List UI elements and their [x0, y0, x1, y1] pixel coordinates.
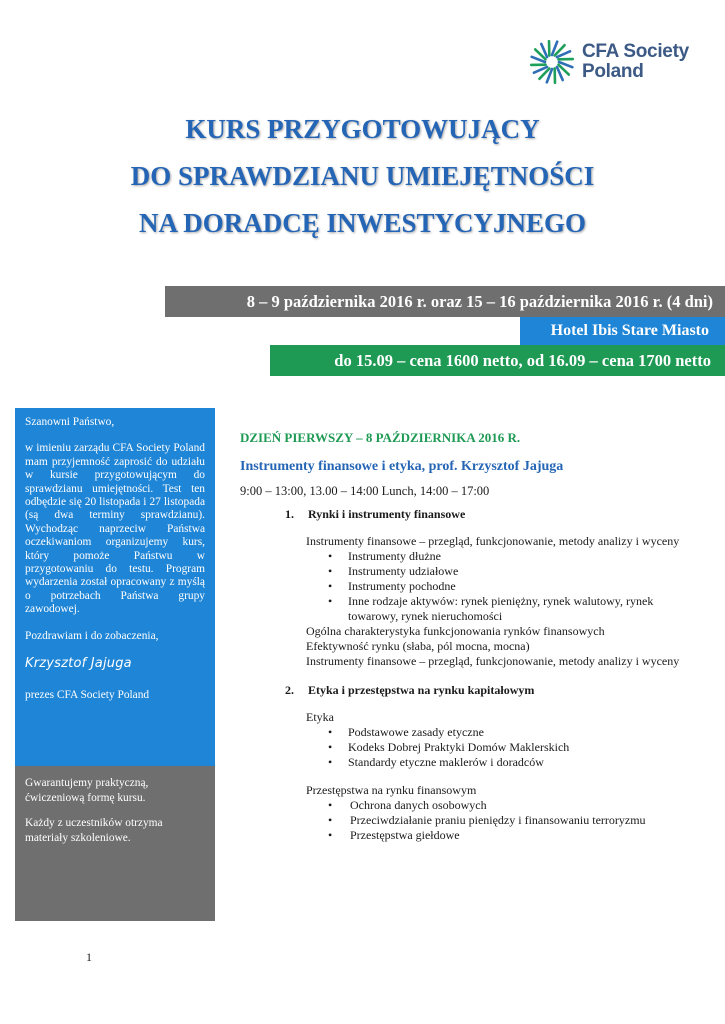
- greeting: Szanowni Państwo,: [25, 416, 115, 428]
- paragraph-line: Instrumenty finansowe – przegląd, funkcjonowanie, metody analizy i wyceny: [306, 654, 680, 668]
- paragraph-line: Ogólna charakterystyka funkcjonowania rynków finansowych: [306, 624, 605, 638]
- logo-text: [582, 42, 689, 82]
- list-item: • Instrumenty pochodne: [328, 579, 700, 594]
- day-heading: DZIEŃ PIERWSZY – 8 PAŹDZIERNIKA 2016 R.: [240, 430, 521, 445]
- list-item: • Kodeks Dobrej Praktyki Domów Maklerskich: [328, 740, 700, 755]
- schedule-time: 9:00 – 13:00, 13.00 – 14:00 Lunch, 14:00 – 17:00: [240, 484, 490, 498]
- section-intro: Instrumenty finansowe – przegląd, funkcjonowanie, metody analizy i wyceny: [306, 534, 680, 548]
- list-item: • Instrumenty dłużne: [328, 549, 700, 564]
- list-item: • Inne rodzaje aktywów: rynek pieniężny, rynek walutowy, rynek towarowy, rynek nieruchomości: [328, 594, 700, 624]
- list-item: • Instrumenty udziałowe: [328, 564, 700, 579]
- section-2-heading: [240, 683, 700, 698]
- list-item: • Podstawowe zasady etyczne: [328, 725, 700, 740]
- cfa-society-logo: [530, 40, 700, 84]
- section-number: 1.: [285, 507, 294, 521]
- venue-band: Hotel Ibis Stare Miasto: [520, 317, 725, 345]
- section-title: Etyka i przestępstwa na rynku kapitałowym: [308, 683, 535, 697]
- price-band: do 15.09 – cena 1600 netto, od 16.09 – cena 1700 netto: [270, 345, 725, 376]
- signature: Krzysztof Jajuga: [25, 656, 132, 672]
- list-item: • Przeciwdziałanie praniu pieniędzy i finansowaniu terroryzmu: [328, 813, 700, 828]
- logo-line2: Poland: [582, 61, 644, 82]
- section-number: 2.: [285, 683, 294, 697]
- course-title: [0, 106, 725, 247]
- topic-heading: Instrumenty finansowe i etyka, prof. Krzysztof Jajuga: [240, 459, 564, 474]
- list-item: • Ochrona danych osobowych: [328, 798, 700, 813]
- bullet-list: [240, 798, 700, 843]
- group-label: Przestępstwa na rynku finansowym: [306, 783, 477, 797]
- page-number: 1: [86, 950, 92, 964]
- section-1: [240, 507, 700, 669]
- section-2: [240, 683, 700, 843]
- list-item: • Standardy etyczne maklerów i doradców: [328, 755, 700, 770]
- list-item: • Przestępstwa giełdowe: [328, 828, 700, 843]
- signer-role: prezes CFA Society Poland: [25, 688, 150, 701]
- paragraph-line: Efektywność rynku (słaba, pól mocna, mocna): [306, 639, 530, 653]
- benefit-2: Każdy z uczestników otrzyma materiały szkoleniowe.: [25, 817, 163, 844]
- benefit-1: Gwarantujemy praktyczną, ćwiczeniową formę kursu.: [25, 777, 149, 804]
- bullet-list: [240, 549, 700, 624]
- section-title: Rynki i instrumenty finansowe: [308, 507, 466, 521]
- program-content: [240, 430, 700, 843]
- invitation-sidebar: [15, 408, 215, 766]
- bullet-list: [240, 725, 700, 770]
- group-label: Etyka: [306, 710, 334, 724]
- logo-line1: CFA Society: [582, 41, 689, 62]
- title-line-2: DO SPRAWDZIANU UMIEJĘTNOŚCI: [130, 161, 595, 191]
- invitation-paragraph: w imieniu zarządu CFA Society Poland mam przyjemność zaprosić do udziału w kursie przygotowującym do sprawdzianu umiejętności. Test ten odbędzie się 20 listopada i 27 listopada (są dwa terminy sprawdzianu). Wychodząc naprzeciw Państwa oczekiwaniom organizujemy kurs, który pomoże Państwu w przygotowaniu do testu. Program wydarzenia został opracowany z myślą o potrzebach Państwa grupy zawodowej.: [25, 442, 205, 616]
- title-line-3: NA DORADCĘ INWESTYCYJNEGO: [138, 208, 587, 238]
- dates-band: 8 – 9 października 2016 r. oraz 15 – 16 października 2016 r. (4 dni): [165, 286, 725, 317]
- title-line-1: KURS PRZYGOTOWUJĄCY: [185, 114, 540, 144]
- cfa-globe-icon: [530, 40, 574, 84]
- closing: Pozdrawiam i do zobaczenia,: [25, 629, 159, 642]
- benefits-sidebar: [15, 766, 215, 921]
- section-1-heading: [240, 507, 700, 522]
